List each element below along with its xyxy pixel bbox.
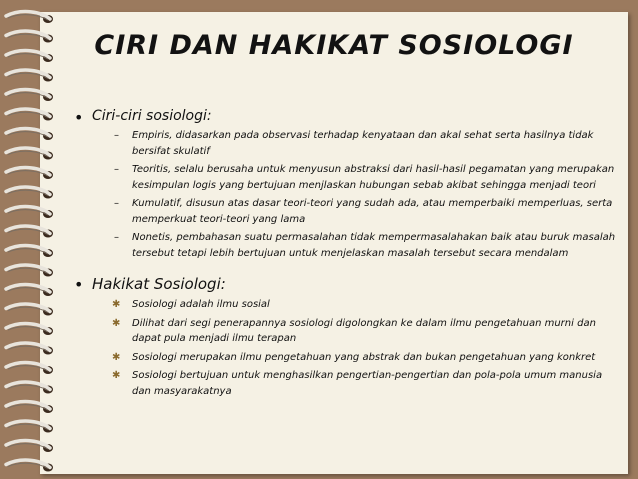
section-hakikat-heading-text: Hakikat Sosiologi:	[92, 275, 226, 293]
asterisk-icon: ✱	[112, 317, 121, 329]
list-item-text: Nonetis, pembahasan suatu permasalahan tidak mempermasalahakan baik atau buruk masalah tersebut tetapi lebih bertujuan untuk menjelaskan masalah tersebut secara mendalam	[132, 232, 616, 259]
list-item	[76, 368, 622, 399]
spiral-binding	[0, 0, 60, 479]
page-title: CIRI DAN HAKIKAT SOSIOLOGI	[94, 30, 574, 61]
dash-icon: –	[114, 164, 119, 175]
dash-icon: –	[114, 130, 119, 141]
asterisk-icon: ✱	[112, 299, 121, 310]
list-item	[76, 350, 622, 366]
bullet-icon: •	[74, 275, 84, 294]
ciri-list	[76, 128, 622, 261]
dash-icon: –	[114, 232, 119, 243]
list-item-text: Dilihat dari segi penerapannya sosiologi digolongkan ke dalam ilmu pengetahuan murni dan dapat pula menjadi ilmu terapan	[132, 317, 596, 344]
list-item-text: Sosiologi adalah ilmu sosial	[132, 299, 270, 310]
list-item	[76, 316, 622, 347]
section-ciri-heading	[74, 108, 622, 127]
bullet-icon: •	[74, 108, 84, 127]
list-item-text: Teoritis, selalu berusaha untuk menyusun abstraksi dari hasil-hasil pegamatan yang merupakan kesimpulan logis yang bertujuan menjlaskan hubungan sebab akibat sehingga menjadi teori	[132, 164, 615, 191]
list-item	[76, 297, 622, 313]
list-item	[76, 196, 622, 227]
list-item	[76, 162, 622, 193]
list-item-text: Sosiologi bertujuan untuk menghasilkan pengertian-pengertian dan pola-pola umum manusia dan masyarakatnya	[132, 370, 603, 397]
list-item-text: Kumulatif, disusun atas dasar teori-teori yang sudah ada, atau memperbaiki memperluas, serta memperkuat teori-teori yang lama	[132, 198, 613, 225]
hakikat-list	[76, 297, 622, 399]
asterisk-icon: ✱	[112, 351, 121, 363]
list-item	[76, 128, 622, 159]
section-ciri-heading-text: Ciri-ciri sosiologi:	[92, 108, 212, 124]
list-item-text: Empiris, didasarkan pada observasi terhadap kenyataan dan akal sehat serta hasilnya tidak bersifat skulatif	[132, 130, 594, 157]
asterisk-icon: ✱	[112, 370, 121, 381]
list-item-text: Sosiologi merupakan ilmu pengetahuan yang abstrak dan bukan pengetahuan yang konkret	[132, 351, 596, 363]
dash-icon: –	[114, 198, 119, 209]
section-hakikat-heading	[76, 275, 622, 293]
list-item	[76, 230, 622, 261]
content-area	[76, 108, 622, 402]
